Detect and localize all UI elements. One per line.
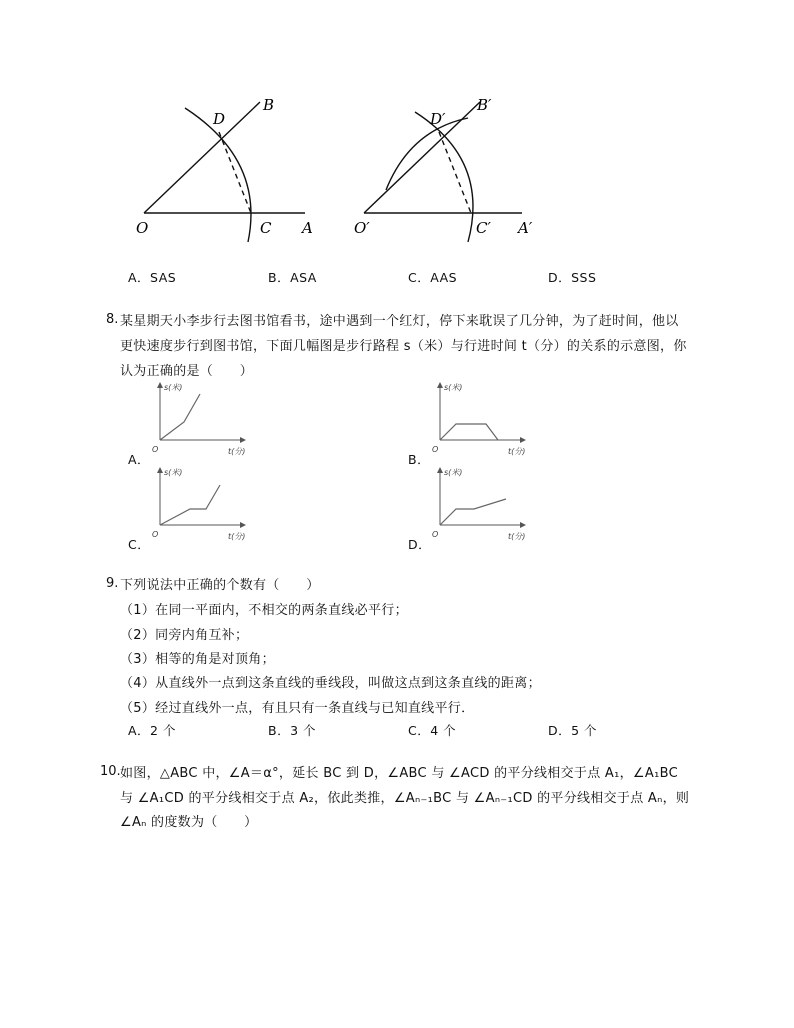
q8-line-2: 更快速度步行到图书馆，下面几幅图是步行路程 s（米）与行进时间 t（分）的关系的示意图，你	[120, 339, 687, 354]
origin: O	[152, 445, 159, 454]
xlabel: t(分)	[228, 447, 246, 456]
origin: O	[152, 530, 159, 539]
q10-number: 10.	[100, 764, 121, 779]
q8-graph-c[interactable]	[148, 463, 248, 545]
q9-item-2: （2）同旁内角互补；	[120, 628, 249, 643]
origin: O	[432, 530, 439, 539]
origin: O	[432, 445, 439, 454]
q9-item-5: （5）经过直线外一点，有且只有一条直线与已知直线平行．	[120, 701, 475, 716]
q10-line-3: ∠Aₙ 的度数为（ ）	[120, 815, 258, 830]
xlabel: t(分)	[508, 447, 526, 456]
q7-option-b[interactable]: B．ASA	[268, 270, 317, 285]
q9-option-b[interactable]: B．3 个	[268, 723, 317, 738]
q8-line-1: 某星期天小李步行去图书馆看书，途中遇到一个红灯，停下来耽误了几分钟，为了赶时间，他以	[120, 314, 679, 329]
q8-number: 8.	[106, 312, 119, 327]
q9-option-d[interactable]: D．5 个	[548, 723, 598, 738]
q9-stem: 下列说法中正确的个数有（ ）	[120, 578, 320, 593]
q8-option-d[interactable]: D．	[408, 537, 432, 552]
geometry-figure-right	[350, 90, 550, 250]
q9-item-3: （3）相等的角是对顶角；	[120, 652, 275, 667]
q8-option-b[interactable]: B．	[408, 452, 431, 467]
q10-line-1: 如图，△ABC 中，∠A＝α°，延长 BC 到 D，∠ABC 与 ∠ACD 的平分线相交于点 A₁，∠A₁BC	[120, 766, 678, 781]
label-A-prime: A′	[518, 219, 533, 237]
q7-option-d[interactable]: D．SSS	[548, 270, 597, 285]
q8-graph-b[interactable]	[428, 378, 528, 460]
q10-line-2: 与 ∠A₁CD 的平分线相交于点 A₂，依此类推，∠Aₙ₋₁BC 与 ∠Aₙ₋₁CD 的平分线相交于点 Aₙ，则	[120, 791, 690, 806]
q9-option-c[interactable]: C．4 个	[408, 723, 457, 738]
q8-line-3: 认为正确的是（ ）	[120, 364, 254, 379]
q9-number: 9.	[106, 576, 119, 591]
q8-option-a[interactable]: A．	[128, 452, 151, 467]
q8-graph-d[interactable]	[428, 463, 528, 545]
q9-option-a[interactable]: A．2 个	[128, 723, 176, 738]
geometry-figure-left	[130, 90, 330, 250]
label-D: D	[213, 110, 226, 128]
xlabel: t(分)	[228, 532, 246, 541]
xlabel: t(分)	[508, 532, 526, 541]
ylabel: s(米)	[444, 383, 463, 392]
label-O-prime: O′	[354, 219, 370, 237]
q8-option-c[interactable]: C．	[128, 537, 151, 552]
label-C-prime: C′	[476, 219, 491, 237]
label-A: A	[302, 219, 313, 237]
q9-item-4: （4）从直线外一点到这条直线的垂线段，叫做这点到这条直线的距离；	[120, 676, 541, 691]
label-B-prime: B′	[477, 96, 492, 114]
label-D-prime: D′	[430, 110, 446, 128]
ylabel: s(米)	[164, 383, 183, 392]
label-O: O	[136, 219, 149, 237]
label-C: C	[260, 219, 272, 237]
q8-graph-a[interactable]	[148, 378, 248, 460]
q7-option-c[interactable]: C．AAS	[408, 270, 458, 285]
ylabel: s(米)	[444, 468, 463, 477]
label-B: B	[263, 96, 275, 114]
q9-item-1: （1）在同一平面内，不相交的两条直线必平行；	[120, 603, 408, 618]
q7-option-a[interactable]: A．SAS	[128, 270, 177, 285]
ylabel: s(米)	[164, 468, 183, 477]
